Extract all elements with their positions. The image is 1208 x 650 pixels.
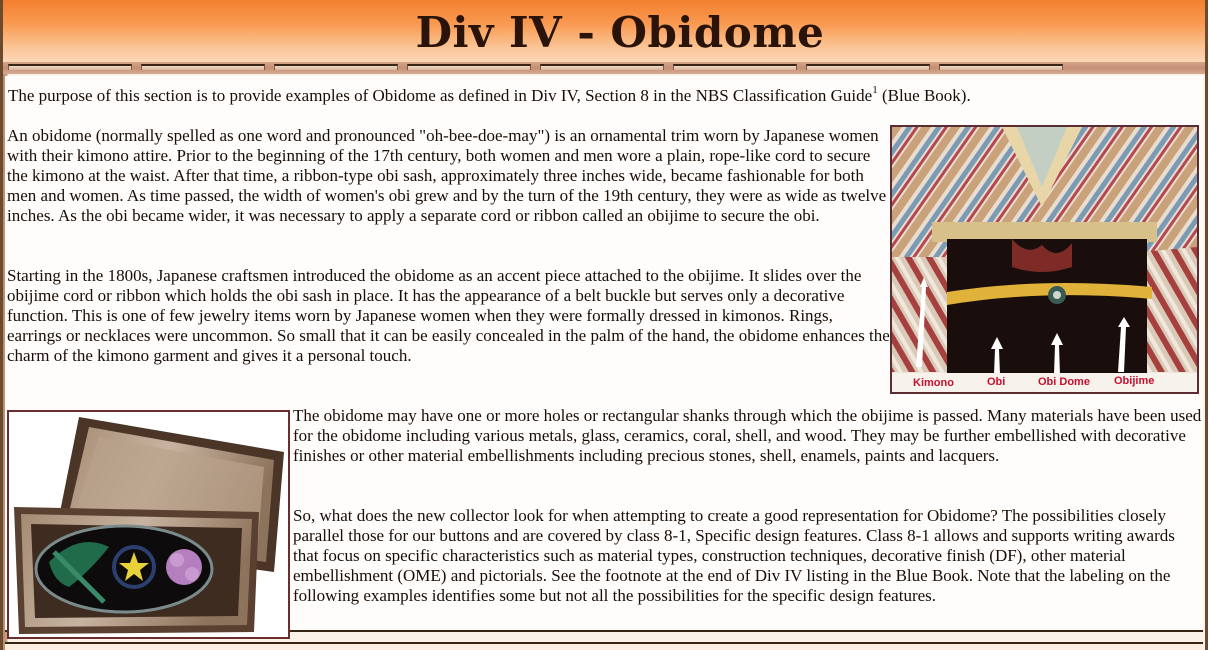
nav-button-2[interactable] [141,64,265,70]
obidome-illustration [9,412,288,637]
nav-button-6[interactable] [673,64,797,70]
footnote-ref[interactable]: 1 [872,84,878,96]
kimono-illustration [892,127,1197,392]
nav-button-1[interactable] [8,64,132,70]
paragraph-materials: The obidome may have one or more holes or rectangular shanks through which the obijime is passed. Many materials have been used for the obidome including various metals, glass, ceramics, coral, shell, and wood. They may be further embellished with decorative finishes or other material embellishments including precious stones, shell, enamels, paints and lacquers. [293,406,1202,465]
nav-button-7[interactable] [806,64,930,70]
footer-divider [5,642,1203,650]
nav-button-3[interactable] [274,64,398,70]
nav-button-5[interactable] [540,64,664,70]
paragraph-history: An obidome (normally spelled as one word and pronounced "oh-bee-doe-may") is an ornamental trim worn by Japanese women with their kimono attire. Prior to the beginning of the 17th century, both women and men wore a plain, rope-like cord to secure the kimono at the waist. After that time, a ribbon-type obi sash, approximately three inches wide, became fashionable for both men and women. As time passed, the width of women's obi grew and by the turn of the 19th century, they were as wide as twelve inches. As the obi became wider, it was necessary to apply a separate cord or ribbon called an obijime to secure the obi. [7,126,887,225]
nav-button-8[interactable] [939,64,1063,70]
intro-tail: (Blue Book). [877,86,971,105]
intro-paragraph [8,86,1198,106]
intro-text: The purpose of this section is to provide examples of Obidome as defined in Div IV, Section 8 in the NBS Classification Guide [8,86,873,105]
label-obi: Obi [987,376,1006,388]
label-kimono: Kimono [913,377,954,389]
label-obi-dome: Obi Dome [1038,376,1090,388]
obidome-box-photo [7,410,290,639]
kimono-photo [890,125,1199,394]
label-obijime: Obijime [1114,375,1155,387]
paragraph-origin: Starting in the 1800s, Japanese craftsmen introduced the obidome as an accent piece attached to the obijime. It slides over the obijime cord or ribbon which holds the obi sash in place. It has the appearance of a belt buckle but serves only a decorative function. This is one of few jewelry items worn by Japanese women when they were formally dressed in kimonos. Rings, earrings or necklaces were uncommon. So small that it can be easily concealed in the palm of the hand, the obidome enhances the charm of the kimono garment and gives it a personal touch. [7,266,890,365]
paragraph-collector: So, what does the new collector look for when attempting to create a good representation for Obidome? The possibilities closely parallel those for our buttons and are covered by class 8-1, Specific design features. Class 8-1 allows and supports writing awards that focus on specific characteristics such as material types, construction techniques, decorative finish (DF), other material embellishment (OME) and pictorials. See the footnote at the end of Div IV listing in the Blue Book. Note that the labeling on the following examples identifies some but not all the possibilities for the specific design features. [293,506,1175,605]
page-title: Div IV - Obidome [415,8,825,57]
nav-button-4[interactable] [407,64,531,70]
